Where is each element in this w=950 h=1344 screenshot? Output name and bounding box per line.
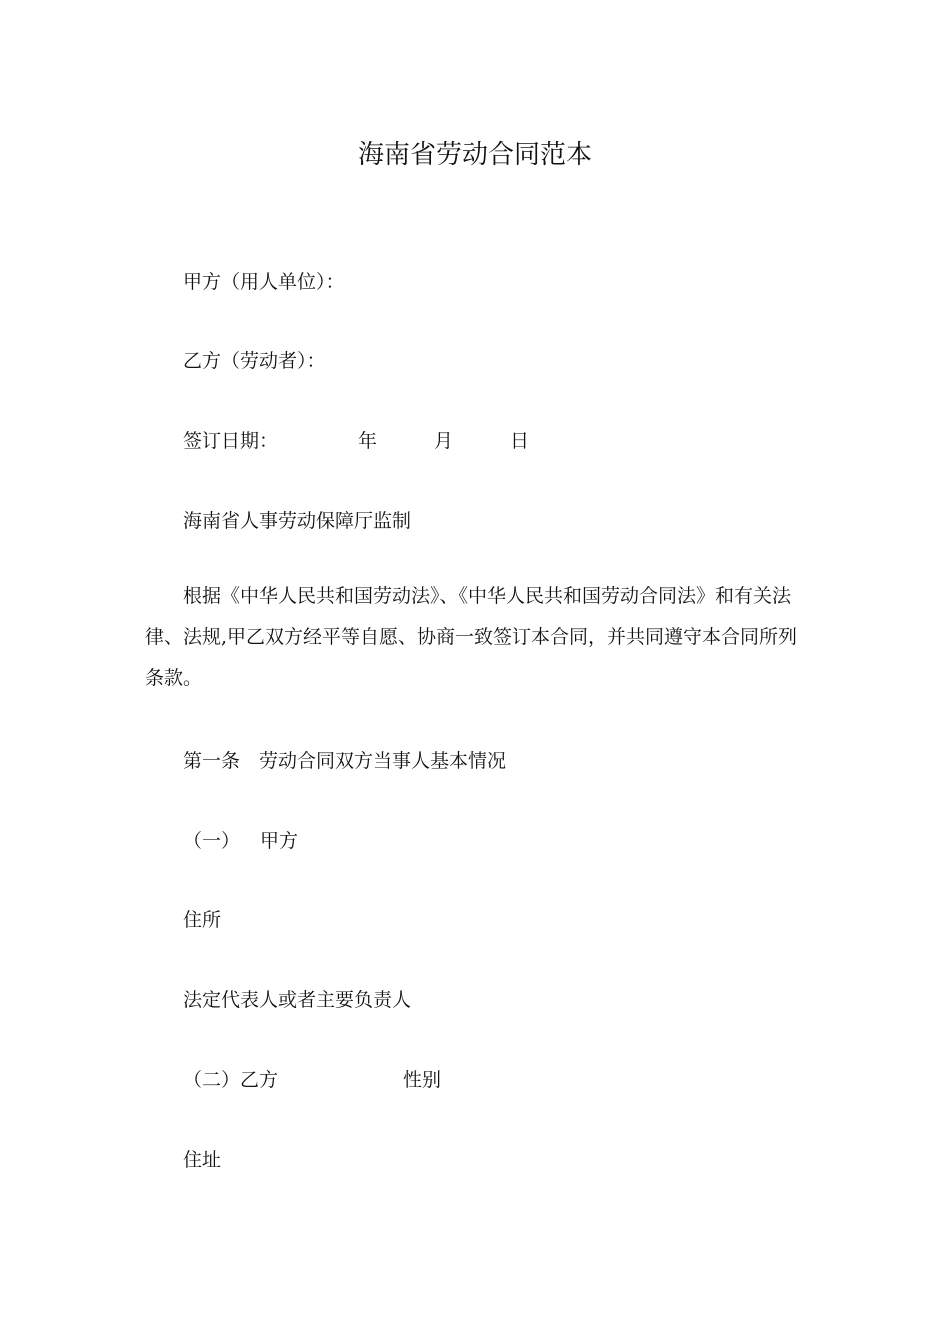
preamble-paragraph: 根据《中华人民共和国劳动法》、《中华人民共和国劳动合同法》和有关法律、法规,甲乙双方经平等自愿、协商一致签订本合同，并共同遵守本合同所列条款。 [145, 585, 798, 689]
document-title: 海南省劳动合同范本 [357, 140, 592, 170]
sign-date-month: 月 [434, 430, 454, 452]
party-a-section-number: （一） [183, 830, 241, 852]
party-a-label: 甲方（用人单位）： [183, 271, 345, 293]
party-b-section [183, 1065, 441, 1092]
legal-representative-label: 法定代表人或者主要负责人 [183, 989, 412, 1011]
gender-label: 性别 [403, 1069, 442, 1091]
party-b-section-label: （二）乙方 [183, 1069, 279, 1091]
supervision-note: 海南省人事劳动保障厅监制 [183, 510, 412, 532]
party-a-section-label: 甲方 [260, 830, 299, 852]
sign-date-year: 年 [358, 430, 378, 452]
article-1-number: 第一条 [183, 750, 241, 772]
article-1-heading [183, 746, 506, 773]
sign-date-row [183, 426, 529, 453]
residence-label: 住所 [183, 909, 222, 931]
article-1-title: 劳动合同双方当事人基本情况 [259, 750, 507, 772]
sign-date-label: 签订日期： [183, 430, 279, 452]
sign-date-day: 日 [510, 430, 530, 452]
address-label: 住址 [183, 1149, 222, 1171]
party-b-label: 乙方（劳动者）： [183, 350, 326, 372]
party-a-section [183, 826, 298, 853]
